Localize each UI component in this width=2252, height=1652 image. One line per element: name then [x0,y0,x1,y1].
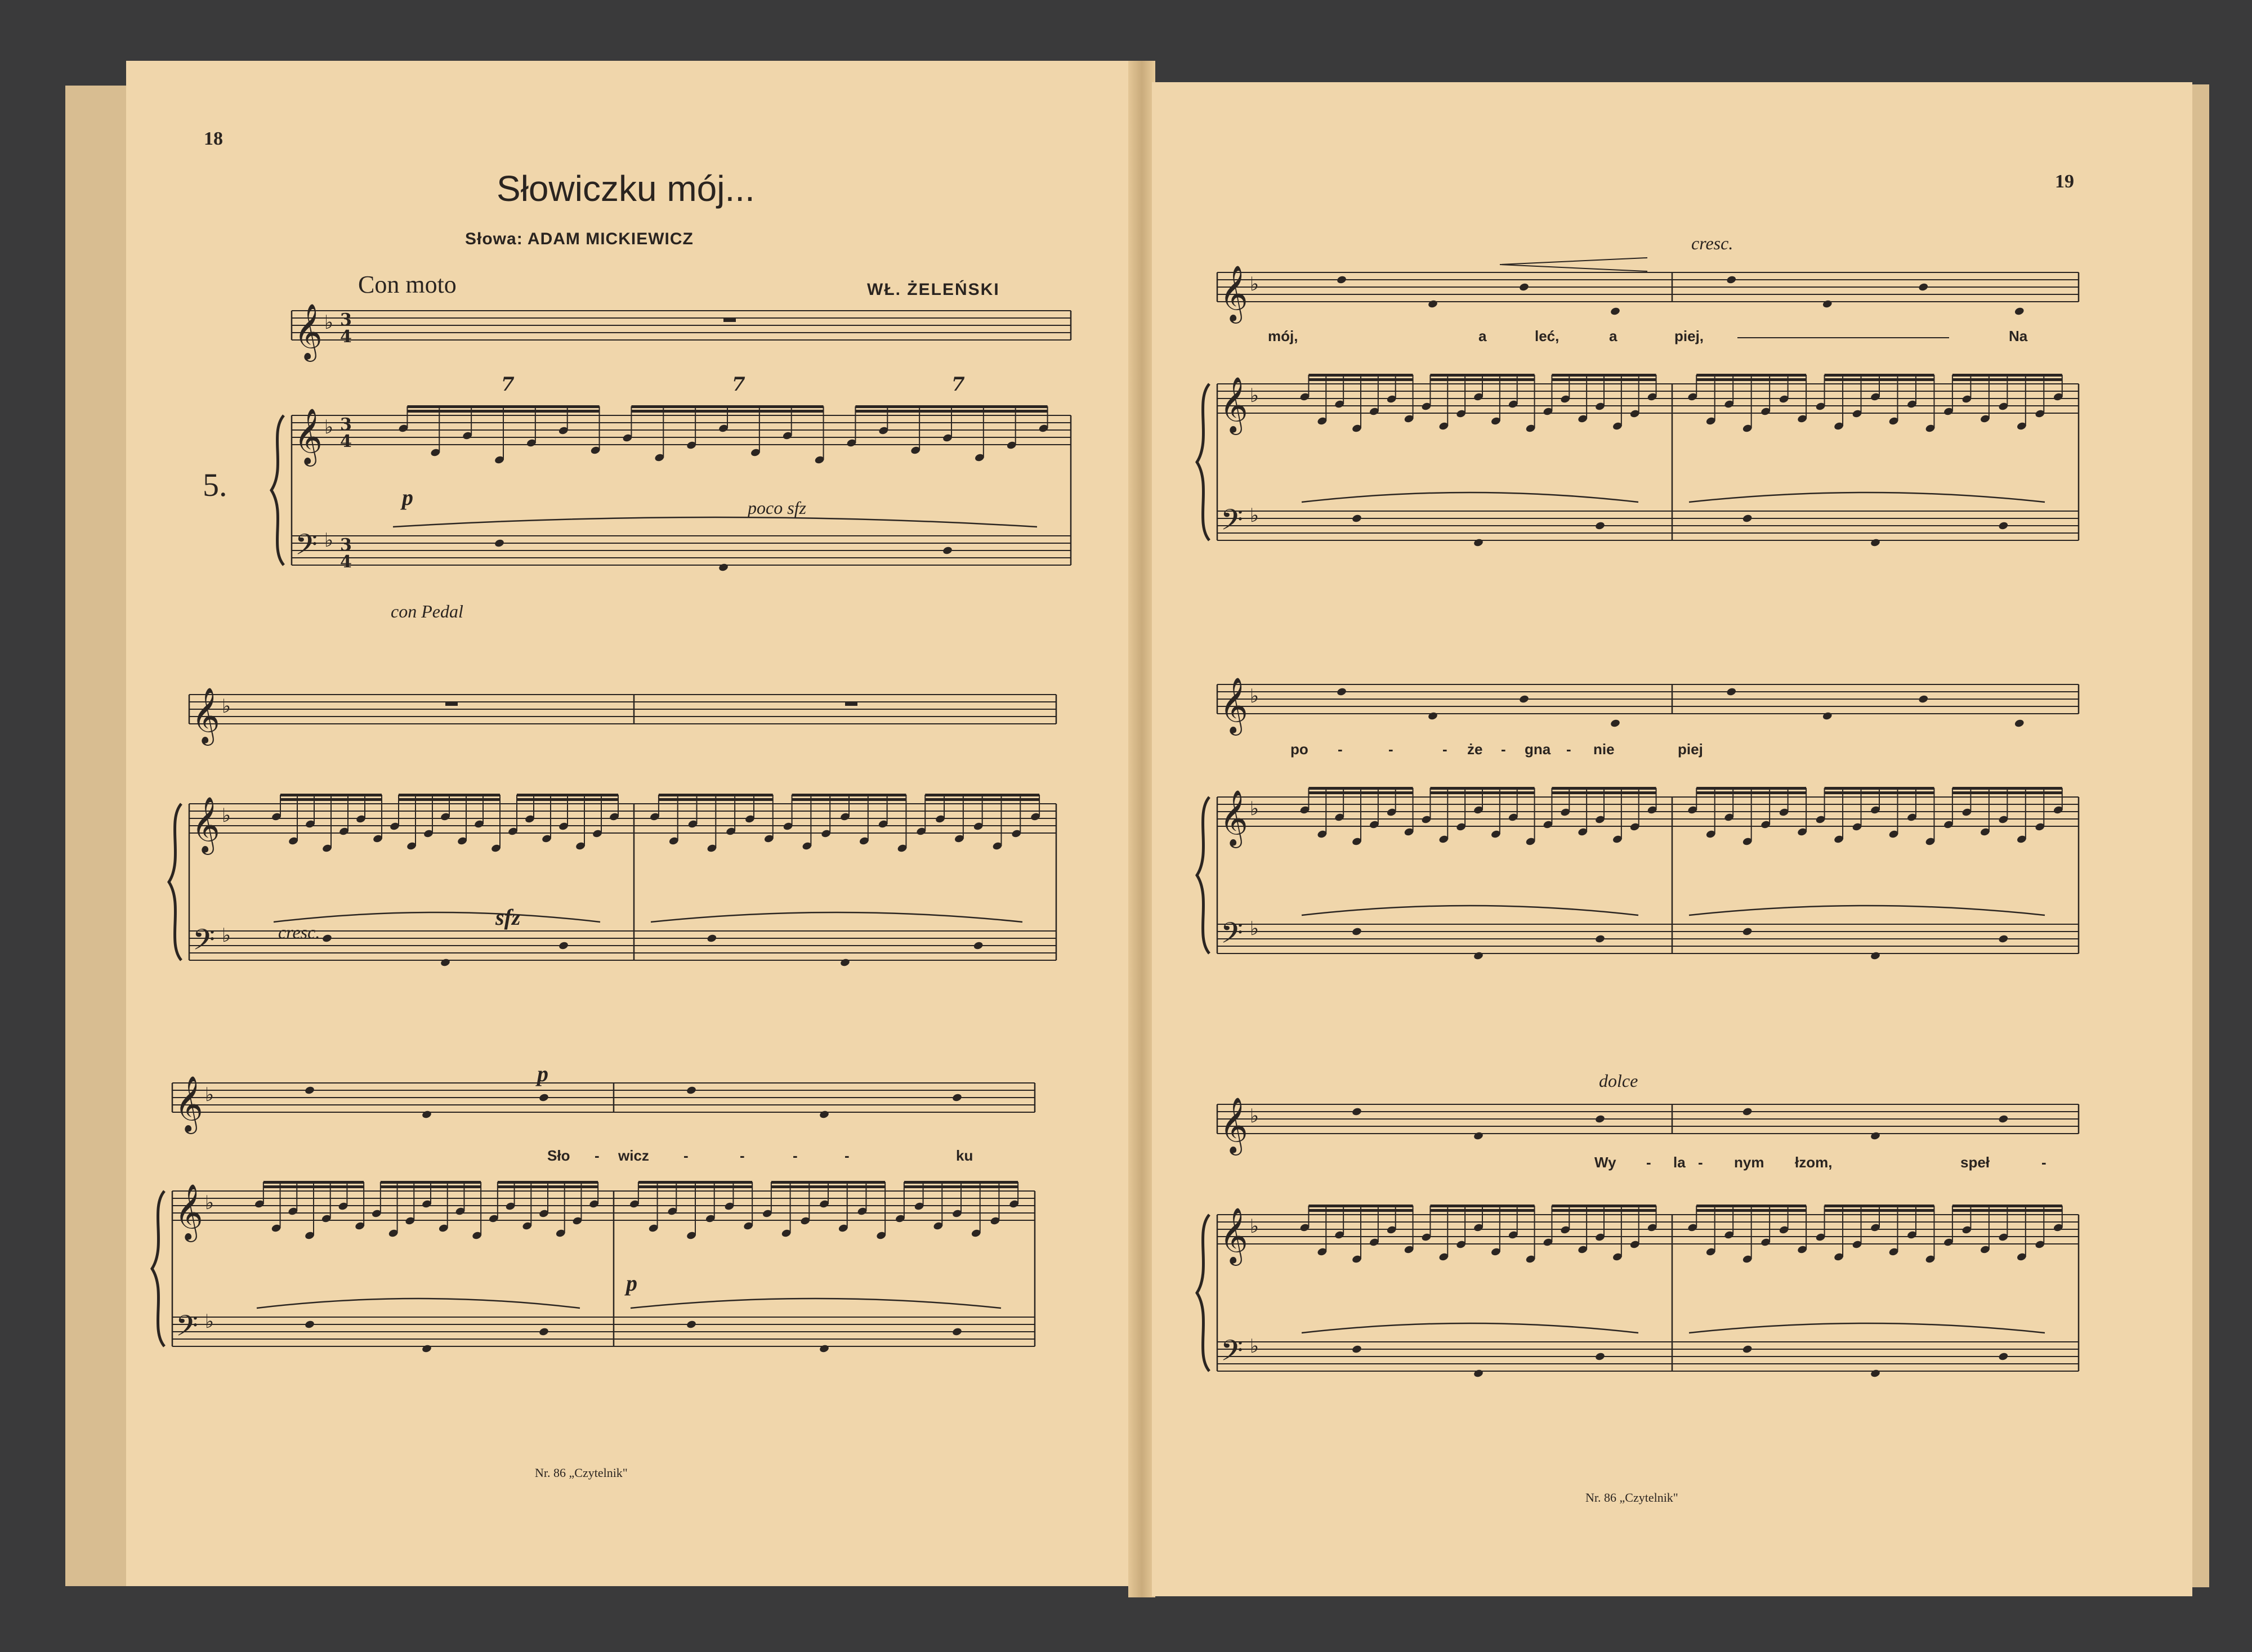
note-head [1742,927,1753,937]
note-beam [1430,787,1534,790]
note-beam [855,410,1047,413]
system-brace [1197,797,1209,953]
note-beam [638,1185,752,1188]
note-beam [1696,374,1806,377]
lyric-syllable: - [844,1147,850,1164]
bass-clef-icon: 𝄢 [176,1309,198,1350]
note-beam [1430,374,1534,377]
slur [1689,493,2045,502]
note-beam [659,798,773,801]
note-head [1351,1345,1362,1354]
note-beam [1825,374,1934,377]
bass-clef-icon: 𝄢 [1221,916,1243,957]
song-number: 5. [203,467,227,503]
note-head [304,1086,315,1095]
dolce-marking: dolce [1599,1071,1638,1091]
note-head [440,958,450,968]
note-head [558,941,569,951]
note-beam [792,794,906,796]
note-head [1351,1107,1362,1117]
lyric-syllable: - [1338,741,1343,758]
note-beam [399,794,500,796]
note-beam [631,410,823,413]
note-beam [1308,374,1413,377]
note-beam [1552,1209,1656,1212]
lyric-syllable: - [683,1147,689,1164]
note-head [1742,514,1753,523]
note-beam [517,798,618,801]
slur [1302,906,1638,915]
note-head [1998,521,2009,531]
note-beam [771,1185,885,1188]
time-signature: 4 [340,432,352,451]
note-head [494,539,504,548]
whole-rest [723,318,736,322]
lyric-syllable: nym [1734,1154,1764,1171]
note-beam [1952,1205,2062,1207]
lyric-syllable: Na [2009,328,2028,344]
note-head [1742,1107,1753,1117]
note-beam [1952,1209,2062,1212]
lyric-syllable: leć, [1535,328,1560,344]
note-beam [1552,374,1656,377]
system-brace [1197,384,1209,540]
note-beam [904,1181,1018,1184]
note-beam [925,798,1039,801]
note-head [1918,283,1929,292]
note-head [1518,695,1529,704]
note-head [1870,1369,1880,1378]
slur [393,517,1037,527]
treble-clef-icon: 𝄞 [1219,1097,1248,1153]
lyric-syllable: a [1609,328,1617,344]
note-head [1473,1131,1484,1141]
note-beam [1430,378,1534,381]
bass-clef-icon: 𝄢 [295,527,318,568]
note-beam [1430,1209,1534,1212]
slur [1689,1323,2045,1333]
lyric-syllable: piej, [1674,328,1704,344]
treble-clef-icon: 𝄞 [1219,377,1248,433]
flat-sign-icon: ♭ [324,529,334,552]
system-brace [271,415,284,565]
note-beam [407,405,599,408]
treble-clef-icon: 𝄞 [191,796,220,853]
whole-rest [845,702,857,706]
flat-sign-icon: ♭ [324,416,334,438]
note-beam [1696,787,1806,790]
note-beam [407,410,599,413]
note-head [1427,299,1438,309]
bass-clef-icon: 𝄢 [1221,1333,1243,1375]
note-head [819,1110,829,1120]
note-beam [1552,787,1656,790]
note-head [1594,934,1605,944]
flat-sign-icon: ♭ [1250,798,1259,820]
tuplet-number: 7 [951,373,965,396]
note-head [1473,538,1484,548]
flat-sign-icon: ♭ [205,1310,215,1333]
dynamic-poco-sfz: poco sfz [748,498,806,518]
note-beam [638,1181,752,1184]
note-beam [517,794,618,796]
slur [1302,1323,1638,1333]
note-beam [498,1181,598,1184]
flat-sign-icon: ♭ [205,1084,215,1106]
lyric-syllable: - [740,1147,745,1164]
note-head [1594,1352,1605,1362]
time-signature: 3 [340,415,352,435]
note-beam [1952,374,2062,377]
treble-clef-icon: 𝄞 [1219,790,1248,846]
lyricist-credit: Słowa: ADAM MICKIEWICZ [465,230,694,248]
note-beam [280,798,382,801]
note-beam [1552,378,1656,381]
treble-clef-icon: 𝄞 [1219,677,1248,733]
lyric-syllable: a [1478,328,1487,344]
page-number: 18 [204,128,223,149]
note-head [1822,711,1833,721]
lyric-syllable: nie [1593,741,1615,758]
note-beam [1308,787,1413,790]
flat-sign-icon: ♭ [222,695,231,718]
note-beam [1696,1209,1806,1212]
note-head [1427,711,1438,721]
note-head [321,934,332,943]
note-head [839,958,850,968]
note-head [707,934,717,943]
note-beam [1430,791,1534,794]
note-beam [925,794,1039,796]
note-beam [1825,791,1934,794]
bass-clef-icon: 𝄢 [193,923,215,964]
treble-clef-icon: 𝄞 [1219,1207,1248,1264]
note-head [1870,538,1880,548]
flat-sign-icon: ♭ [324,311,334,334]
note-head [1473,951,1484,961]
page-footer: Nr. 86 „Czytelnik" [1585,1490,1678,1505]
lyric-syllable: - [793,1147,798,1164]
note-beam [399,798,500,801]
slur [257,1299,580,1308]
lyric-syllable: - [1566,741,1571,758]
lyric-syllable: - [1442,741,1447,758]
note-head [304,1320,315,1329]
dynamic-piano: p [537,1061,548,1086]
tuplet-number: 7 [732,373,745,396]
lyric-syllable: ku [956,1147,973,1164]
note-beam [1825,1209,1934,1212]
lyric-syllable: po [1290,741,1308,758]
note-beam [1696,1205,1806,1207]
note-beam [1552,791,1656,794]
treble-clef-icon: 𝄞 [175,1076,203,1132]
note-head [1726,275,1737,285]
flat-sign-icon: ♭ [1250,273,1259,296]
dynamic-sfz: sfz [495,905,521,930]
note-head [718,563,729,572]
bass-clef-icon: 𝄢 [1221,503,1243,544]
note-beam [904,1185,1018,1188]
note-head [1594,1114,1605,1124]
note-beam [855,405,1047,408]
note-beam [1952,378,2062,381]
page-footer: Nr. 86 „Czytelnik" [535,1466,628,1480]
note-beam [1552,1205,1656,1207]
lyric-syllable: - [1501,741,1506,758]
note-head [1336,275,1347,285]
note-beam [1430,1205,1534,1207]
treble-clef-icon: 𝄞 [294,408,323,464]
note-head [973,941,984,951]
note-head [686,1086,696,1095]
lyric-syllable: łzom, [1795,1154,1833,1171]
note-head [951,1093,962,1103]
note-beam [792,798,906,801]
time-signature: 3 [340,535,352,555]
flat-sign-icon: ♭ [1250,685,1259,708]
note-head [1998,934,2009,944]
lyric-syllable: - [2041,1154,2047,1171]
lyric-syllable: - [1698,1154,1703,1171]
dynamic-piano: p [626,1270,637,1296]
lyric-syllable: piej [1678,741,1703,758]
note-beam [280,794,382,796]
lyric-syllable: wicz [618,1147,649,1164]
crescendo-marking: cresc. [278,922,320,942]
note-beam [1308,791,1413,794]
treble-clef-icon: 𝄞 [1219,265,1248,321]
note-beam [498,1185,598,1188]
system-brace [169,804,181,960]
treble-clef-icon: 𝄞 [294,303,323,360]
lyric-syllable: speł [1960,1154,1990,1171]
treble-clef-icon: 𝄞 [175,1184,203,1240]
whole-rest [445,702,458,706]
note-head [2014,307,2025,316]
note-beam [263,1185,364,1188]
slur [1689,906,2045,915]
time-signature: 3 [340,310,352,330]
note-beam [1308,1209,1413,1212]
note-head [686,1320,696,1329]
lyric-syllable: - [595,1147,600,1164]
note-beam [1696,791,1806,794]
note-head [421,1344,432,1354]
note-beam [1952,787,2062,790]
lyric-syllable: - [1388,741,1393,758]
note-head [1998,1114,2009,1124]
slur [274,912,600,922]
note-head [942,546,953,556]
note-beam [1825,378,1934,381]
note-head [1918,695,1929,704]
note-beam [1825,787,1934,790]
crescendo-marking: cresc. [1691,233,1733,253]
flat-sign-icon: ♭ [222,804,231,827]
note-head [1351,927,1362,937]
note-beam [659,794,773,796]
system-brace [1197,1215,1209,1371]
lyric-syllable: la [1673,1154,1686,1171]
note-beam [771,1181,885,1184]
treble-clef-icon: 𝄞 [191,687,220,744]
time-signature: 4 [340,552,352,572]
tuplet-number: 7 [501,373,515,396]
song-title: Słowiczku mój... [497,168,755,209]
note-beam [1825,1205,1934,1207]
note-beam [1308,1205,1413,1207]
crescendo-hairpin [1500,258,1647,271]
time-signature: 4 [340,327,352,347]
note-head [819,1344,829,1354]
note-head [2014,719,2025,728]
slur [631,1299,1001,1308]
system-brace [152,1191,164,1346]
note-head [1351,514,1362,523]
flat-sign-icon: ♭ [1250,1335,1259,1358]
composer-credit: WŁ. ŻELEŃSKI [867,280,1000,299]
note-beam [1952,791,2062,794]
flat-sign-icon: ♭ [1250,504,1259,527]
slur [651,912,1022,922]
note-head [1610,719,1620,728]
lyric-syllable: gna [1525,741,1551,758]
note-head [538,1093,549,1103]
flat-sign-icon: ♭ [1250,917,1259,940]
lyric-syllable: - [1646,1154,1651,1171]
note-head [951,1327,962,1337]
lyric-syllable: Sło [547,1147,570,1164]
note-head [1998,1352,2009,1362]
flat-sign-icon: ♭ [205,1192,215,1214]
note-head [1473,1369,1484,1378]
note-head [421,1110,432,1120]
tempo-marking: Con moto [358,271,457,298]
page-number: 19 [2055,171,2074,192]
note-beam [1696,378,1806,381]
note-head [1726,687,1737,697]
lyric-syllable: mój, [1268,328,1298,344]
note-head [1610,307,1620,316]
note-head [1336,687,1347,697]
note-beam [263,1181,364,1184]
note-head [1870,951,1880,961]
flat-sign-icon: ♭ [1250,1215,1259,1238]
note-head [1870,1131,1880,1141]
note-head [1518,283,1529,292]
note-beam [631,405,823,408]
note-head [1822,299,1833,309]
note-head [538,1327,549,1337]
slur [1302,493,1638,502]
note-beam [381,1185,481,1188]
dynamic-piano: p [402,485,413,510]
lyric-syllable: że [1467,741,1483,758]
note-head [1594,521,1605,531]
flat-sign-icon: ♭ [222,924,231,947]
note-head [1742,1345,1753,1354]
pedal-marking: con Pedal [391,601,463,621]
flat-sign-icon: ♭ [1250,384,1259,407]
note-beam [1308,378,1413,381]
lyric-syllable: Wy [1594,1154,1616,1171]
note-beam [381,1181,481,1184]
flat-sign-icon: ♭ [1250,1105,1259,1127]
